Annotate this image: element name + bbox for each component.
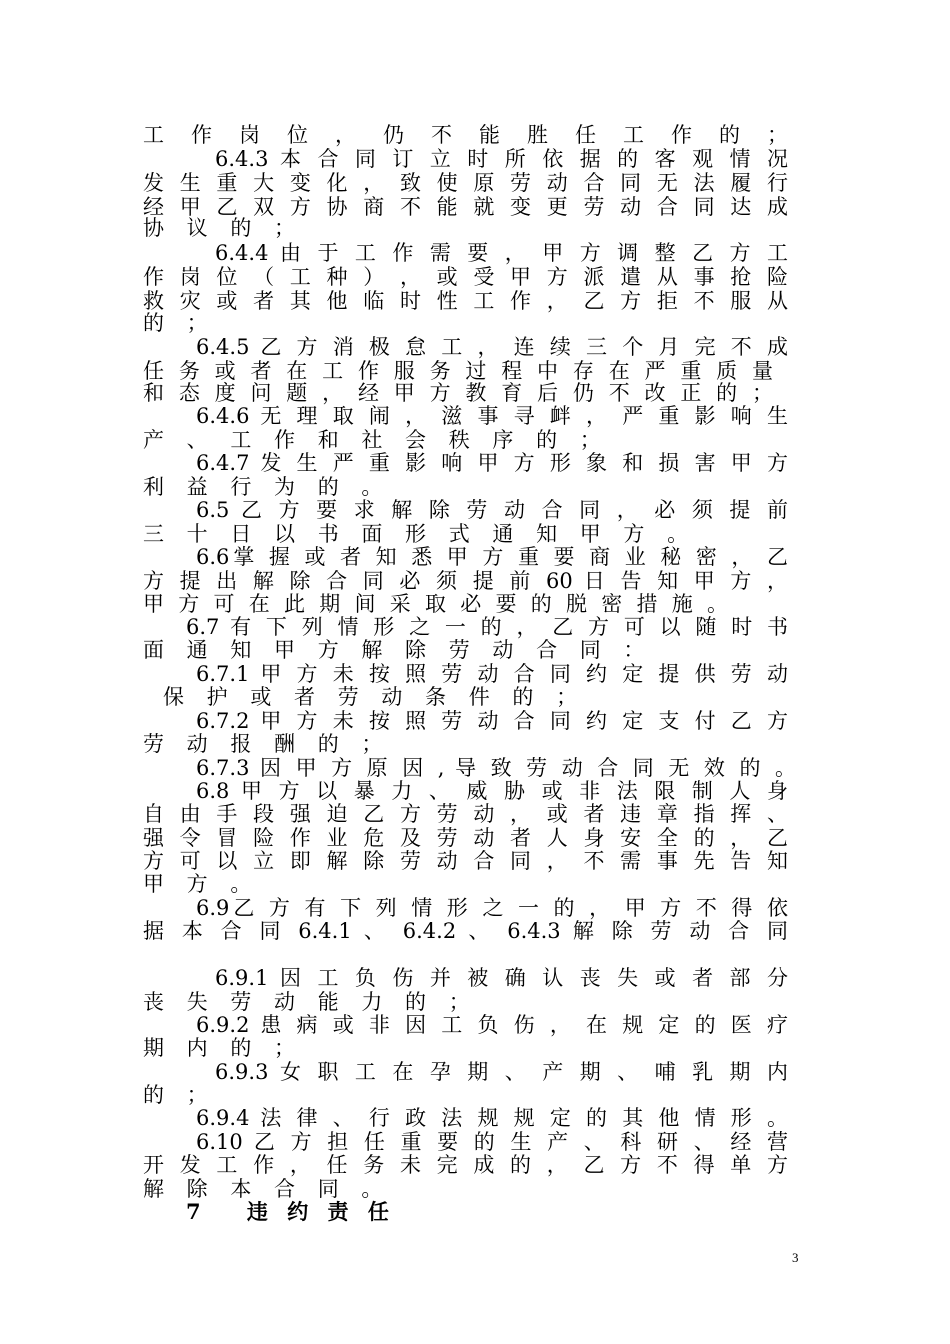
text-line: 方 可 以 立 即 解 除 劳 动 合 同 ， 不 需 事 先 告 知	[143, 849, 788, 873]
text-line: 6.7 有 下 列 情 形 之 一 的 ， 乙 方 可 以 随 时 书	[186, 615, 788, 639]
text-line: 的 ；	[143, 1083, 216, 1107]
text-line: 6.6掌 握 或 者 知 悉 甲 方 重 要 商 业 秘 密 ， 乙	[196, 545, 788, 569]
text-line: 救 灾 或 者 其 他 临 时 性 工 作 ， 乙 方 拒 不 服 从	[143, 289, 788, 313]
text-line: 6.4.5 乙 方 消 极 怠 工 ， 连 续 三 个 月 完 不 成	[196, 335, 788, 359]
text-line: 6.4.4 由 于 工 作 需 要 ， 甲 方 调 整 乙 方 工	[215, 241, 788, 265]
text-line: 6.8 甲 方 以 暴 力 、 威 胁 或 非 法 限 制 人 身	[196, 779, 788, 803]
section-heading: 7 违 约 责 任	[186, 1200, 395, 1224]
text-line: 和 态 度 问 题 ， 经 甲 方 教 育 后 仍 不 改 正 的 ；	[143, 381, 773, 405]
text-line: 甲 方 。	[143, 872, 260, 896]
text-line: 6.7.3 因 甲 方 原 因 , 导 致 劳 动 合 同 无 效 的 。	[196, 756, 796, 780]
text-line: 6.4.3 本 合 同 订 立 时 所 依 据 的 客 观 情 况	[215, 147, 788, 171]
text-line: 开 发 工 作 ， 任 务 未 完 成 的 ， 乙 方 不 得 单 方	[143, 1153, 788, 1177]
text-line: 工 作 岗 位 ， 仍 不 能 胜 任 工 作 的 ；	[143, 123, 788, 147]
text-line: 协 议 的 ；	[143, 216, 304, 240]
text-line: 6.4.7 发 生 严 重 影 响 甲 方 形 象 和 损 害 甲 方	[196, 451, 788, 475]
text-line: 期 内 的 ；	[143, 1036, 304, 1060]
text-line: 方 提 出 解 除 合 同 必 须 提 前 60 日 告 知 甲 方 ，	[143, 569, 788, 593]
text-line: 任 务 或 者 在 工 作 服 务 过 程 中 存 在 严 重 质 量	[143, 359, 773, 383]
text-line: 发 生 重 大 变 化 ， 致 使 原 劳 动 合 同 无 法 履 行	[143, 171, 788, 195]
text-line: 解 除 本 合 同 。	[143, 1177, 391, 1201]
text-line: 6.9乙 方 有 下 列 情 形 之 一 的 ， 甲 方 不 得 依	[196, 896, 788, 920]
text-line: 三 十 日 以 书 面 形 式 通 知 甲 方 。	[143, 522, 697, 546]
text-line: 6.7.1 甲 方 未 按 照 劳 动 合 同 约 定 提 供 劳 动	[196, 662, 788, 686]
text-line: 甲 方 可 在 此 期 间 采 取 必 要 的 脱 密 措 施 。	[143, 592, 728, 616]
text-line: 6.5 乙 方 要 求 解 除 劳 动 合 同 ， 必 须 提 前	[196, 498, 788, 522]
text-line: 劳 动 报 酬 的 ；	[143, 732, 391, 756]
text-line: 产 、 工 作 和 社 会 秩 序 的 ；	[143, 428, 609, 452]
text-line: 强 令 冒 险 作 业 危 及 劳 动 者 人 身 安 全 的 ， 乙	[143, 826, 788, 850]
text-line: 利 益 行 为 的 。	[143, 475, 391, 499]
text-line: 丧 失 劳 动 能 力 的 ；	[143, 990, 478, 1014]
text-line: 6.9.2 患 病 或 非 因 工 负 伤 ， 在 规 定 的 医 疗	[196, 1013, 788, 1037]
text-line: 的 ；	[143, 311, 216, 335]
text-line: 6.7.2 甲 方 未 按 照 劳 动 合 同 约 定 支 付 乙 方	[196, 709, 788, 733]
text-line: 自 由 手 段 强 迫 乙 方 劳 动 ， 或 者 违 章 指 挥 、	[143, 802, 788, 826]
text-line: 经 甲 乙 双 方 协 商 不 能 就 变 更 劳 动 合 同 达 成	[143, 195, 788, 219]
page-number: 3	[792, 1250, 799, 1265]
text-line: 6.9.1 因 工 负 伤 并 被 确 认 丧 失 或 者 部 分	[215, 966, 788, 990]
text-line: 保 护 或 者 劳 动 条 件 的 ；	[163, 685, 586, 709]
text-line: 据 本 合 同 6.4.1 、 6.4.2 、 6.4.3 解 除 劳 动 合 同	[143, 919, 788, 943]
text-line: 6.9.4 法 律 、 行 政 法 规 规 定 的 其 他 情 形 。	[196, 1106, 788, 1130]
text-line: 面 通 知 甲 方 解 除 劳 动 合 同 ：	[143, 638, 653, 662]
text-line: 6.9.3 女 职 工 在 孕 期 、 产 期 、 哺 乳 期 内	[215, 1060, 788, 1084]
text-line: 6.10 乙 方 担 任 重 要 的 生 产 、 科 研 、 经 营	[196, 1130, 788, 1154]
text-line: 6.4.6 无 理 取 闹 ， 滋 事 寻 衅 ， 严 重 影 响 生	[196, 404, 788, 428]
text-line: 作 岗 位 （ 工 种 ） ， 或 受 甲 方 派 遣 从 事 抢 险	[143, 265, 788, 289]
